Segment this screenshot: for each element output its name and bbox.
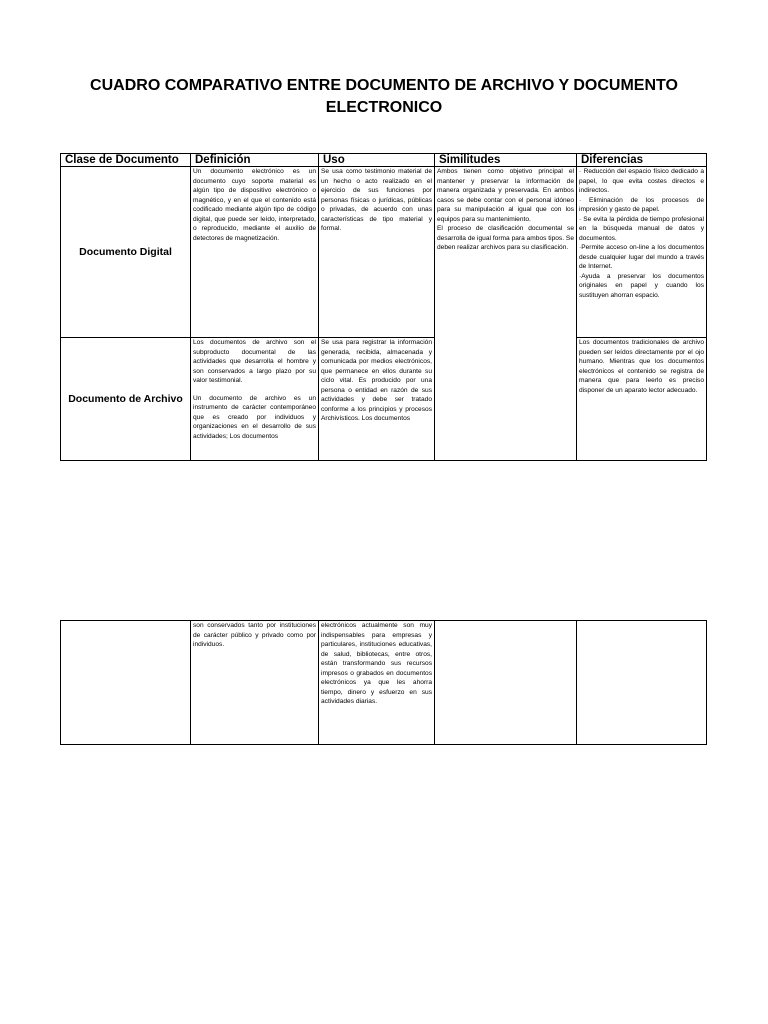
cell-clase-continuation bbox=[61, 621, 191, 745]
diferencias-item-3: · Se evita la pérdida de tiempo profesional en la búsqueda manual de datos y documentos. bbox=[579, 215, 704, 242]
uso-archivo-text: Se usa para registrar la información generada, recibida, almacenada y comunicada por medios electrónicos, que permanece en ellos durante su ciclo vital. Es producido por una persona o entidad en razón de sus actividades y debe ser tratado conforme a los principios y procesos Archivísticos. Los documentos bbox=[321, 339, 432, 422]
cell-clase-archivo: Documento de Archivo bbox=[61, 338, 191, 461]
cell-diferencias-digital bbox=[577, 167, 707, 338]
cell-uso-digital bbox=[319, 167, 435, 338]
definicion-digital-text: Un documento electrónico es un documento cuyo soporte material es algún tipo de dispositivo electrónico o magnético, y en el que el contenido está codificado mediante algún tipo de código digital, que puede ser leído, interpretado, o reproducido, mediante el auxilio de detectores de magnetización. bbox=[193, 168, 316, 242]
uso-digital-text: Se usa como testimonio material de un hecho o acto realizado en el ejercicio de sus funciones por personas físicas o jurídicas, públicas o privadas, de acuerdo con unas características de tipo material y formal. bbox=[321, 168, 432, 232]
diferencias-item-1: · Reducción del espacio físico dedicado a papel, lo que evita costes directos e indirectos. bbox=[579, 168, 704, 194]
header-diferencias: Diferencias bbox=[577, 154, 707, 167]
header-uso: Uso bbox=[319, 154, 435, 167]
table-row-digital bbox=[61, 167, 707, 338]
cell-similitudes bbox=[435, 167, 577, 461]
table-header-row bbox=[61, 154, 707, 167]
similitudes-p2: El proceso de clasificación documental se desarrolla de igual forma para ambos tipos. Se deben realizar archivos para su clasificación. bbox=[437, 225, 574, 251]
cell-clase-digital: Documento Digital bbox=[61, 167, 191, 338]
diferencias-item-4: ·Permite acceso on-line a los documentos desde cualquier lugar del mundo a través de Internet. bbox=[579, 244, 704, 270]
cell-diferencias-archivo bbox=[577, 338, 707, 461]
document-title bbox=[60, 75, 708, 119]
cell-uso-continuation bbox=[319, 621, 435, 745]
header-definicion: Definición bbox=[191, 154, 319, 167]
table-row-continuation bbox=[61, 621, 707, 745]
definicion-continuation-text: son conservados tanto por instituciones de carácter público y privado como por individuos. bbox=[193, 622, 316, 648]
cell-definicion-archivo bbox=[191, 338, 319, 461]
cell-definicion-continuation bbox=[191, 621, 319, 745]
title-line-1: CUADRO COMPARATIVO ENTRE DOCUMENTO DE ARCHIVO Y DOCUMENTO bbox=[90, 77, 678, 94]
header-clase: Clase de Documento bbox=[61, 154, 191, 167]
diferencias-item-5: ·Ayuda a preservar los documentos originales en papel y cuando los sustituyen ahorran espacio. bbox=[579, 272, 704, 299]
cell-definicion-digital bbox=[191, 167, 319, 338]
continuation-table bbox=[60, 620, 707, 745]
table-row-archivo bbox=[61, 338, 707, 461]
definicion-archivo-p2: Un documento de archivo es un instrumento de carácter contemporáneo que es creado por individuos y organizaciones en el desarrollo de sus actividades; Los documentos bbox=[193, 394, 316, 440]
header-similitudes: Similitudes bbox=[435, 154, 577, 167]
diferencias-item-2: · Eliminación de los procesos de impresión y gasto de papel. bbox=[579, 196, 704, 213]
definicion-archivo-p1: Los documentos de archivo son el subproducto documental de las actividades que desarrolla el hombre y son conservados a largo plazo por su valor testimonial. bbox=[193, 339, 316, 384]
cell-diferencias-continuation bbox=[577, 621, 707, 745]
uso-continuation-text: electrónicos actualmente son muy indispensables para empresas y particulares, instituciones educativas, de salud, bibliotecas, entre otros, están transformando sus recursos impresos o grabados en documentos electrónicos ya que les ahorra tiempo, dinero y esfuerzo en sus actividades diarias. bbox=[321, 622, 432, 705]
similitudes-p1: Ambos tienen como objetivo principal el mantener y preservar la información de manera organizada y preservada. En ambos casos se debe contar con el personal idóneo para su manipulación al igual que con los equipos para su mantenimiento. bbox=[437, 168, 574, 223]
diferencias-archivo-text: Los documentos tradicionales de archivo pueden ser leídos directamente por el ojo humano. Mientras que los documentos electrónicos el contenido se registra de manera que para leerlo es preciso disponer de un aparato lector adecuado. bbox=[579, 339, 704, 394]
cell-similitudes-continuation bbox=[435, 621, 577, 745]
comparison-table bbox=[60, 153, 707, 461]
title-line-2: ELECTRONICO bbox=[325, 99, 443, 116]
cell-uso-archivo bbox=[319, 338, 435, 461]
